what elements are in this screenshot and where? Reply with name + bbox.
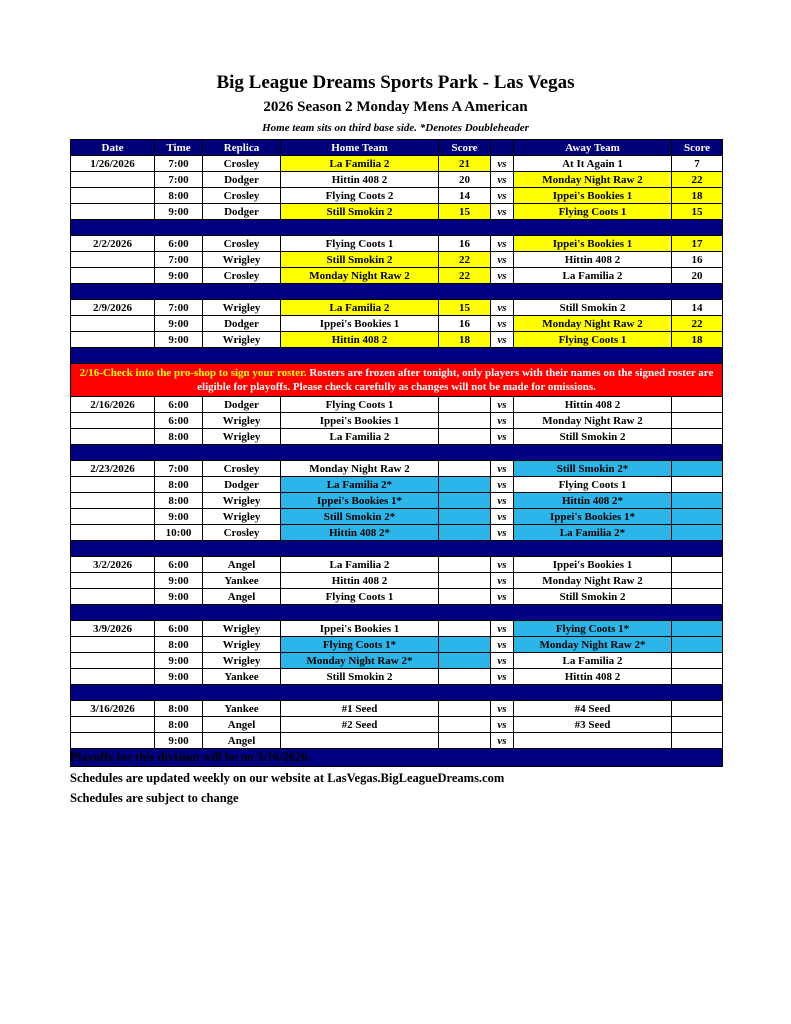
home-team: Flying Coots 1 [281, 397, 439, 413]
home-team: La Familia 2 [281, 429, 439, 445]
away-score: 15 [672, 204, 723, 220]
game-row [71, 156, 723, 172]
game-time: 9:00 [155, 733, 203, 749]
away-team: Still Smokin 2 [514, 429, 672, 445]
vs-label: vs [491, 172, 514, 188]
roster-notice-lead: 2/16-Check into the pro-shop to sign your roster. [79, 367, 307, 379]
page-title: Big League Dreams Sports Park - Las Vegas [216, 72, 575, 93]
away-score: 18 [672, 332, 723, 348]
footer-website-note: Schedules are updated weekly on our website at LasVegas.BigLeagueDreams.com [70, 771, 505, 785]
away-score [672, 653, 723, 669]
game-field: Crosley [203, 461, 281, 477]
vs-label: vs [491, 477, 514, 493]
game-row [71, 461, 723, 477]
home-team: Flying Coots 1 [281, 236, 439, 252]
away-score [672, 477, 723, 493]
home-team: Ippei's Bookies 1 [281, 621, 439, 637]
away-score [672, 573, 723, 589]
week-separator-bar [71, 284, 723, 300]
game-row [71, 557, 723, 573]
away-team: Monday Night Raw 2 [514, 172, 672, 188]
game-time: 9:00 [155, 316, 203, 332]
away-team: Ippei's Bookies 1 [514, 557, 672, 573]
game-row [71, 268, 723, 284]
game-row [71, 252, 723, 268]
game-time: 9:00 [155, 669, 203, 685]
away-team: Hittin 408 2* [514, 493, 672, 509]
away-team: Monday Night Raw 2* [514, 637, 672, 653]
home-team: Hittin 408 2 [281, 573, 439, 589]
game-date [71, 204, 155, 220]
col-header-replica: Replica [203, 140, 281, 156]
game-field: Wrigley [203, 637, 281, 653]
away-score [672, 701, 723, 717]
home-team: Flying Coots 2 [281, 188, 439, 204]
game-field: Angel [203, 717, 281, 733]
game-time: 7:00 [155, 252, 203, 268]
away-score [672, 669, 723, 685]
away-score [672, 637, 723, 653]
game-row [71, 637, 723, 653]
vs-label: vs [491, 156, 514, 172]
game-row [71, 509, 723, 525]
page-subtitle: 2026 Season 2 Monday Mens A American [263, 99, 528, 115]
game-field: Angel [203, 589, 281, 605]
home-team: Ippei's Bookies 1 [281, 413, 439, 429]
game-time: 9:00 [155, 268, 203, 284]
away-team: La Familia 2 [514, 268, 672, 284]
game-row [71, 332, 723, 348]
away-team: Flying Coots 1* [514, 621, 672, 637]
away-score: 7 [672, 156, 723, 172]
game-time: 8:00 [155, 701, 203, 717]
game-time: 9:00 [155, 509, 203, 525]
game-field: Crosley [203, 525, 281, 541]
game-date [71, 429, 155, 445]
home-team: #2 Seed [281, 717, 439, 733]
away-team: Monday Night Raw 2 [514, 413, 672, 429]
game-time: 9:00 [155, 204, 203, 220]
home-score [439, 653, 491, 669]
game-field: Wrigley [203, 413, 281, 429]
vs-label: vs [491, 188, 514, 204]
schedule-body [71, 156, 723, 767]
home-team: Ippei's Bookies 1* [281, 493, 439, 509]
home-score [439, 397, 491, 413]
game-field: Yankee [203, 669, 281, 685]
home-team: #1 Seed [281, 701, 439, 717]
col-header-home-team: Home Team [281, 140, 439, 156]
away-team: Still Smokin 2* [514, 461, 672, 477]
away-score: 14 [672, 300, 723, 316]
week-separator-bar [71, 348, 723, 364]
game-field: Crosley [203, 236, 281, 252]
game-time: 10:00 [155, 525, 203, 541]
home-team: La Familia 2 [281, 300, 439, 316]
week-separator-bar [71, 445, 723, 461]
game-time: 6:00 [155, 621, 203, 637]
footer-change-note: Schedules are subject to change [70, 791, 239, 805]
game-date: 2/23/2026 [71, 461, 155, 477]
home-score [439, 573, 491, 589]
away-team: #3 Seed [514, 717, 672, 733]
game-field: Angel [203, 557, 281, 573]
vs-label: vs [491, 316, 514, 332]
home-team: Hittin 408 2 [281, 172, 439, 188]
game-row [71, 573, 723, 589]
home-score [439, 589, 491, 605]
home-team: Monday Night Raw 2 [281, 268, 439, 284]
game-date [71, 332, 155, 348]
away-score [672, 589, 723, 605]
home-team: La Familia 2* [281, 477, 439, 493]
home-score [439, 621, 491, 637]
away-team: La Familia 2* [514, 525, 672, 541]
game-date [71, 573, 155, 589]
home-team: Flying Coots 1 [281, 589, 439, 605]
vs-label: vs [491, 701, 514, 717]
game-field: Wrigley [203, 653, 281, 669]
game-time: 8:00 [155, 493, 203, 509]
away-team: Ippei's Bookies 1 [514, 188, 672, 204]
vs-label: vs [491, 268, 514, 284]
away-score: 16 [672, 252, 723, 268]
away-team [514, 733, 672, 749]
away-score [672, 525, 723, 541]
footer-playoffs-note: Playoffs for this division will be on 3/16/2026. [70, 750, 311, 764]
game-date: 1/26/2026 [71, 156, 155, 172]
week-separator [71, 284, 723, 300]
week-separator-bar [71, 685, 723, 701]
game-date: 3/9/2026 [71, 621, 155, 637]
game-field: Dodger [203, 172, 281, 188]
game-time: 8:00 [155, 717, 203, 733]
home-score [439, 493, 491, 509]
away-score [672, 413, 723, 429]
vs-label: vs [491, 236, 514, 252]
home-team: Flying Coots 1* [281, 637, 439, 653]
away-score: 22 [672, 316, 723, 332]
game-row [71, 316, 723, 332]
game-row [71, 477, 723, 493]
home-score [439, 701, 491, 717]
game-field: Wrigley [203, 300, 281, 316]
roster-notice [71, 364, 723, 397]
col-header-date: Date [71, 140, 155, 156]
game-date: 2/2/2026 [71, 236, 155, 252]
vs-label: vs [491, 621, 514, 637]
away-score [672, 717, 723, 733]
home-score: 22 [439, 268, 491, 284]
vs-label: vs [491, 573, 514, 589]
game-field: Wrigley [203, 621, 281, 637]
game-date [71, 733, 155, 749]
home-team: Still Smokin 2 [281, 669, 439, 685]
roster-notice-text: Rosters are frozen after tonight, only players with their names on the signed roster are eligible for playoffs. Please check carefully as changes will not be made for omissions. [197, 367, 714, 393]
away-team: Monday Night Raw 2 [514, 573, 672, 589]
game-row [71, 493, 723, 509]
game-time: 6:00 [155, 397, 203, 413]
week-separator [71, 220, 723, 236]
game-field: Dodger [203, 477, 281, 493]
game-field: Wrigley [203, 429, 281, 445]
game-date [71, 637, 155, 653]
week-separator-bar [71, 220, 723, 236]
game-time: 7:00 [155, 461, 203, 477]
away-team: Flying Coots 1 [514, 332, 672, 348]
away-team: Still Smokin 2 [514, 589, 672, 605]
roster-notice-row [71, 364, 723, 397]
vs-label: vs [491, 493, 514, 509]
away-score [672, 429, 723, 445]
game-field: Crosley [203, 268, 281, 284]
game-field: Wrigley [203, 509, 281, 525]
col-header-away-score: Score [672, 140, 723, 156]
game-time: 8:00 [155, 637, 203, 653]
game-date: 2/16/2026 [71, 397, 155, 413]
home-score: 22 [439, 252, 491, 268]
home-score [439, 717, 491, 733]
game-time: 7:00 [155, 172, 203, 188]
away-score: 17 [672, 236, 723, 252]
game-row [71, 669, 723, 685]
home-score [439, 429, 491, 445]
away-score: 18 [672, 188, 723, 204]
game-date [71, 669, 155, 685]
vs-label: vs [491, 669, 514, 685]
vs-label: vs [491, 461, 514, 477]
game-field: Crosley [203, 156, 281, 172]
away-team: At It Again 1 [514, 156, 672, 172]
game-date [71, 413, 155, 429]
game-date [71, 188, 155, 204]
home-team: Monday Night Raw 2 [281, 461, 439, 477]
vs-label: vs [491, 429, 514, 445]
game-time: 6:00 [155, 236, 203, 252]
game-field: Dodger [203, 316, 281, 332]
home-team [281, 733, 439, 749]
vs-label: vs [491, 733, 514, 749]
home-team: Hittin 408 2 [281, 332, 439, 348]
home-team-note: Home team sits on third base side. *Denotes Doubleheader [262, 122, 529, 134]
game-field: Crosley [203, 188, 281, 204]
vs-label: vs [491, 204, 514, 220]
away-team: Flying Coots 1 [514, 477, 672, 493]
game-row [71, 413, 723, 429]
home-team: La Familia 2 [281, 156, 439, 172]
game-date: 3/16/2026 [71, 701, 155, 717]
game-time: 6:00 [155, 557, 203, 573]
game-row [71, 204, 723, 220]
col-header-vs [491, 140, 514, 156]
home-score [439, 733, 491, 749]
home-score: 14 [439, 188, 491, 204]
home-score: 16 [439, 236, 491, 252]
away-team: Flying Coots 1 [514, 204, 672, 220]
game-date [71, 268, 155, 284]
game-row [71, 397, 723, 413]
away-score [672, 493, 723, 509]
vs-label: vs [491, 525, 514, 541]
week-separator [71, 541, 723, 557]
schedule-table [70, 139, 723, 767]
vs-label: vs [491, 300, 514, 316]
home-score: 16 [439, 316, 491, 332]
col-header-home-score: Score [439, 140, 491, 156]
game-date [71, 589, 155, 605]
week-separator [71, 605, 723, 621]
away-team: Monday Night Raw 2 [514, 316, 672, 332]
home-score: 21 [439, 156, 491, 172]
home-team: Still Smokin 2 [281, 204, 439, 220]
away-team: La Familia 2 [514, 653, 672, 669]
game-field: Dodger [203, 204, 281, 220]
game-date [71, 653, 155, 669]
game-time: 8:00 [155, 429, 203, 445]
vs-label: vs [491, 717, 514, 733]
vs-label: vs [491, 653, 514, 669]
week-separator [71, 445, 723, 461]
away-team: Still Smokin 2 [514, 300, 672, 316]
home-score: 15 [439, 300, 491, 316]
game-field: Yankee [203, 573, 281, 589]
away-score [672, 733, 723, 749]
col-header-away-team: Away Team [514, 140, 672, 156]
away-score [672, 461, 723, 477]
game-time: 9:00 [155, 589, 203, 605]
vs-label: vs [491, 589, 514, 605]
home-score [439, 637, 491, 653]
game-row [71, 589, 723, 605]
week-separator-bar [71, 605, 723, 621]
game-time: 7:00 [155, 300, 203, 316]
game-row [71, 653, 723, 669]
home-team: Monday Night Raw 2* [281, 653, 439, 669]
home-team: La Familia 2 [281, 557, 439, 573]
game-row [71, 429, 723, 445]
game-field: Angel [203, 733, 281, 749]
game-date [71, 525, 155, 541]
week-separator [71, 685, 723, 701]
vs-label: vs [491, 252, 514, 268]
away-score: 22 [672, 172, 723, 188]
home-team: Still Smokin 2* [281, 509, 439, 525]
game-field: Wrigley [203, 493, 281, 509]
game-date [71, 252, 155, 268]
home-score [439, 669, 491, 685]
game-time: 9:00 [155, 332, 203, 348]
game-time: 7:00 [155, 156, 203, 172]
home-score [439, 509, 491, 525]
home-score [439, 525, 491, 541]
vs-label: vs [491, 413, 514, 429]
game-time: 6:00 [155, 413, 203, 429]
home-score: 18 [439, 332, 491, 348]
away-team: Hittin 408 2 [514, 252, 672, 268]
game-row [71, 188, 723, 204]
game-row [71, 300, 723, 316]
away-team: Hittin 408 2 [514, 397, 672, 413]
game-time: 8:00 [155, 188, 203, 204]
home-team: Still Smokin 2 [281, 252, 439, 268]
game-date [71, 717, 155, 733]
away-team: #4 Seed [514, 701, 672, 717]
vs-label: vs [491, 637, 514, 653]
game-time: 9:00 [155, 653, 203, 669]
game-row [71, 172, 723, 188]
game-date [71, 316, 155, 332]
vs-label: vs [491, 557, 514, 573]
home-score [439, 557, 491, 573]
game-field: Dodger [203, 397, 281, 413]
home-score [439, 413, 491, 429]
game-date [71, 493, 155, 509]
vs-label: vs [491, 332, 514, 348]
col-header-time: Time [155, 140, 203, 156]
game-field: Yankee [203, 701, 281, 717]
game-time: 8:00 [155, 477, 203, 493]
game-field: Wrigley [203, 252, 281, 268]
home-team: Hittin 408 2* [281, 525, 439, 541]
home-score: 20 [439, 172, 491, 188]
game-row [71, 236, 723, 252]
vs-label: vs [491, 509, 514, 525]
game-row [71, 525, 723, 541]
home-score [439, 461, 491, 477]
vs-label: vs [491, 397, 514, 413]
away-score [672, 397, 723, 413]
home-score: 15 [439, 204, 491, 220]
away-score: 20 [672, 268, 723, 284]
week-separator [71, 348, 723, 364]
week-separator-bar [71, 541, 723, 557]
game-row [71, 621, 723, 637]
away-score [672, 621, 723, 637]
game-row [71, 701, 723, 717]
away-score [672, 509, 723, 525]
away-team: Hittin 408 2 [514, 669, 672, 685]
game-date: 2/9/2026 [71, 300, 155, 316]
game-date [71, 477, 155, 493]
home-score [439, 477, 491, 493]
away-team: Ippei's Bookies 1 [514, 236, 672, 252]
game-field: Wrigley [203, 332, 281, 348]
game-time: 9:00 [155, 573, 203, 589]
game-row [71, 717, 723, 733]
game-date: 3/2/2026 [71, 557, 155, 573]
home-team: Ippei's Bookies 1 [281, 316, 439, 332]
away-score [672, 557, 723, 573]
away-team: Ippei's Bookies 1* [514, 509, 672, 525]
game-row [71, 733, 723, 749]
schedule-header-row [71, 140, 723, 156]
game-date [71, 172, 155, 188]
game-date [71, 509, 155, 525]
